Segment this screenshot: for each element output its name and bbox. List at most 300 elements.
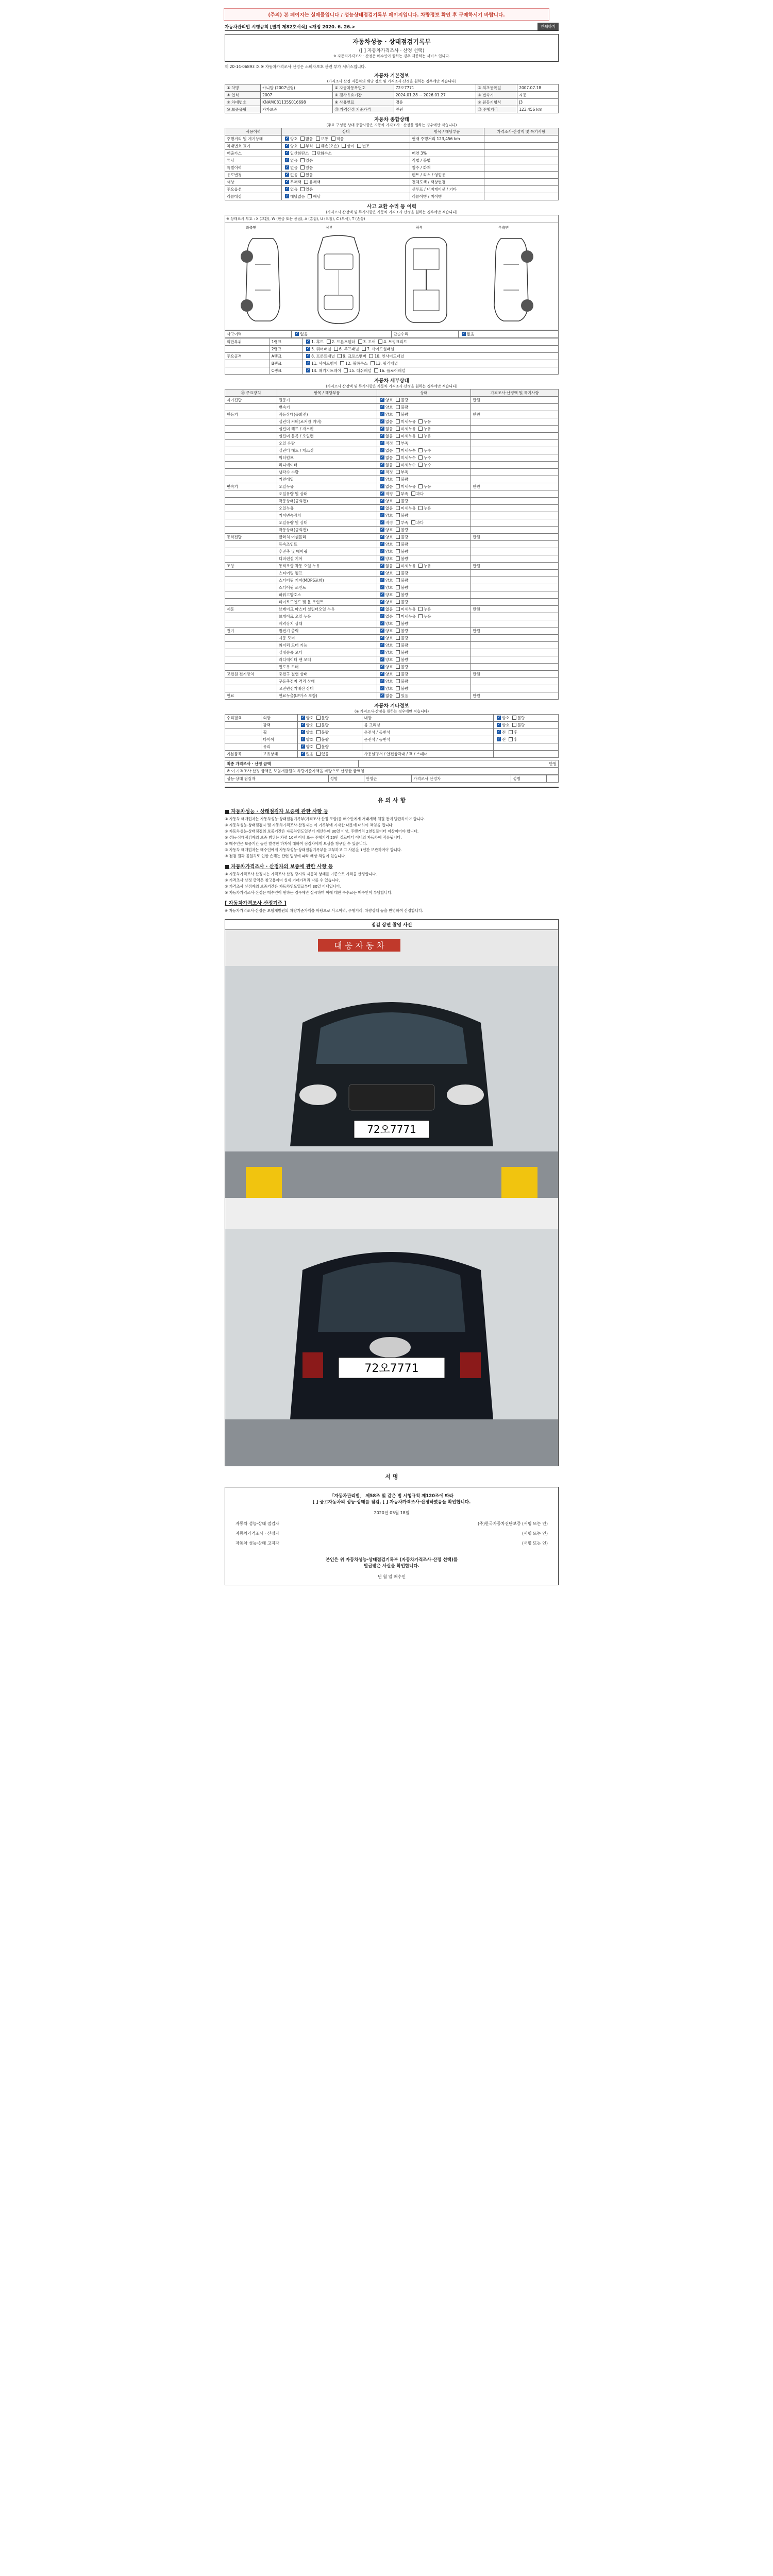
extra-item-2: [362, 743, 494, 751]
checkbox-icon: [396, 492, 400, 496]
checkbox-icon: [380, 549, 384, 553]
document-subtitle: ([ ] 자동차가격조사 · 산정 선택): [359, 48, 425, 54]
detail-row: [225, 541, 559, 548]
detail-price: 만원: [471, 563, 559, 570]
detail-price: [471, 462, 559, 469]
basic-label: ③ 최초등록일: [476, 84, 517, 92]
checkbox-icon: [285, 137, 289, 141]
checkbox-icon: [334, 347, 338, 351]
car-bottom-icon: [395, 233, 457, 326]
detail-row: [225, 534, 559, 541]
detail-price: [471, 599, 559, 606]
detail-price: 만원: [471, 628, 559, 635]
overall-price: [484, 172, 559, 179]
detail-status: ✓ 양호 불량: [377, 685, 470, 692]
detail-device: [225, 454, 277, 462]
checkbox-icon: [285, 151, 289, 155]
checkbox-icon: [418, 434, 423, 438]
extra-status: ✓ 양호 불량: [297, 722, 362, 729]
form-legal-ref: 자동차관리법 시행규칙 [별지 제82호서식] <개정 2020. 6. 26.>: [225, 24, 356, 30]
detail-status: ✓ 양호 불량: [377, 541, 470, 548]
checkbox-icon: [396, 636, 400, 640]
detail-part: 윈도우 모터: [277, 664, 377, 671]
overall-row: [225, 186, 559, 193]
extra-status-2: ✓ 양호 불량: [494, 722, 559, 729]
damage-section: [225, 202, 559, 375]
checkbox-icon: [396, 614, 400, 618]
detail-price: [471, 418, 559, 426]
basic-row: [225, 106, 559, 113]
detail-status: ✓ 없음 미세누수 누수: [377, 462, 470, 469]
overall-header: 사용이력: [225, 128, 282, 135]
note-line: ③ 자동차성능·상태점검의 보증기간은 자동차인도일부터 계산하여 30일 이상, 주행거리 2천킬로미터 이상이어야 합니다.: [225, 829, 419, 834]
extra-item-2: 사용설명서 / 안전삼각대 / 잭 / 스패너: [362, 751, 494, 758]
signature-date: 2020년 05월 18일: [374, 1511, 410, 1515]
rear-photo: [225, 1198, 558, 1466]
detail-price: 만원: [471, 671, 559, 678]
checkbox-icon: [380, 636, 384, 640]
checkbox-icon: [301, 744, 305, 749]
detail-device: [225, 426, 277, 433]
detail-row: [225, 563, 559, 570]
checkbox-icon: [380, 434, 384, 438]
detail-row: [225, 555, 559, 563]
checkbox-icon: [396, 398, 400, 402]
detail-price: 만원: [471, 534, 559, 541]
detail-status: ✓ 양호 불량: [377, 548, 470, 555]
detail-part: 디퍼렌셜 기어: [277, 555, 377, 563]
detail-device: [225, 548, 277, 555]
detail-part: 연료누출(LP가스 포함): [277, 692, 377, 700]
extra-status: ✓ 양호 불량: [297, 743, 362, 751]
basic-value: J3: [517, 99, 559, 106]
overall-row: [225, 172, 559, 179]
checkbox-icon: [396, 592, 400, 597]
checkbox-icon: [316, 144, 320, 148]
checkbox-icon: [396, 600, 400, 604]
simple-repair-value: ✓ 없음: [458, 331, 558, 338]
document-title: 자동차성능 · 상태점검기록부: [352, 38, 431, 45]
checkbox-icon: [411, 492, 415, 496]
checkbox-icon: [396, 470, 400, 474]
overall-status: ✓ 없음 있음: [282, 157, 410, 164]
checkbox-icon: [300, 158, 305, 162]
print-button[interactable]: 인쇄하기: [537, 23, 559, 30]
detail-row: [225, 397, 559, 404]
overall-header: 상태: [282, 128, 410, 135]
detail-status: ✓ 양호 불량: [377, 635, 470, 642]
damage-row: [225, 360, 559, 367]
notes-section: [225, 787, 559, 914]
car-front-photo-icon: [225, 930, 558, 1198]
detail-price: [471, 685, 559, 692]
checkbox-icon: [374, 368, 378, 372]
detail-device: [225, 505, 277, 512]
checkbox-icon: [396, 412, 400, 416]
rear-plate-text: 72오7771: [364, 1362, 419, 1375]
inspector-cell: [547, 775, 559, 783]
detail-part: 시동 모터: [277, 635, 377, 642]
checkbox-icon: [301, 737, 305, 741]
damage-rank: 1랭크: [270, 338, 303, 346]
detail-status: ✓ 양호 불량: [377, 512, 470, 519]
checkbox-icon: [380, 455, 384, 460]
detail-part: 클러치 어셈블리: [277, 534, 377, 541]
detail-price: [471, 433, 559, 440]
damage-row: [225, 346, 559, 353]
checkbox-icon: [396, 621, 400, 625]
extra-status-2: ✓ 양호 불량: [494, 715, 559, 722]
checkbox-icon: [380, 607, 384, 611]
checkbox-icon: [316, 730, 321, 734]
detail-device: [225, 498, 277, 505]
checkbox-icon: [418, 463, 423, 467]
detail-row: [225, 649, 559, 656]
label-top: 상부: [326, 226, 333, 230]
checkbox-icon: [396, 463, 400, 467]
overall-price: [484, 157, 559, 164]
detail-device: [225, 649, 277, 656]
label-right: 우측면: [498, 226, 509, 230]
detail-status: ✓ 없음 미세누유 누유: [377, 613, 470, 620]
extra-status-2: ✓ 전 후: [494, 729, 559, 736]
checkbox-icon: [380, 585, 384, 589]
basic-row: [225, 99, 559, 106]
detail-price: [471, 447, 559, 454]
extra-status: ✓ 양호 불량: [297, 736, 362, 743]
detail-row: [225, 685, 559, 692]
overall-row: [225, 157, 559, 164]
overall-status: ✓ 일산화탄소 탄화수소: [282, 150, 410, 157]
overall-status: ✓ 양호 많음 보통 적음: [282, 135, 410, 143]
extra-status: ✓ 없음 있음: [297, 751, 362, 758]
damage-heading: 사고 교환 수리 등 이력: [367, 204, 416, 210]
detail-device: 동력전달: [225, 534, 277, 541]
checkbox-icon: [300, 165, 305, 170]
detail-part: 변속기: [277, 404, 377, 411]
note-line: ⑤ 매수인은 보증기간 동안 발생한 하자에 대하여 점검자에게 보상을 청구할 수 있습니다.: [225, 841, 367, 846]
detail-price: [471, 512, 559, 519]
detail-device: [225, 570, 277, 577]
document-number: 제 20-14-06893 호 ※ 자동차가격조사·산정은 소비자보호 관련 부가 서비스입니다.: [225, 64, 366, 69]
signature-area: [225, 1487, 559, 1585]
checkbox-icon: [396, 484, 400, 488]
inspection-document: [225, 23, 559, 2248]
detail-status: ✓ 양호 불량: [377, 671, 470, 678]
detail-device: 고전원 전기장치: [225, 671, 277, 678]
detail-row: [225, 505, 559, 512]
checkbox-icon: [396, 520, 400, 524]
detail-status: ✓ 양호 불량: [377, 656, 470, 664]
detail-header: 가격조사·산정액 및 특기사항: [471, 389, 559, 397]
overall-parts: 리콜이행 / 미이행: [410, 193, 484, 200]
checkbox-icon: [295, 332, 299, 336]
notice-banner: (주의) 본 페이지는 실매물입니다 / 성능상태점검기록부 페이지입니다. 차량정보 확인 후 구매하시기 바랍니다.: [224, 8, 549, 21]
notes-head-3: [ 자동차가격조사 산정기준 ]: [225, 901, 287, 906]
checkbox-icon: [411, 520, 415, 524]
checkbox-icon: [371, 361, 375, 365]
overall-item: 배출가스: [225, 150, 282, 157]
basic-value: 자가보증: [261, 106, 333, 113]
extra-item: 보유상태: [261, 751, 297, 758]
overall-status: ✓ 해당없음 해당: [282, 193, 410, 200]
extra-table: [225, 714, 559, 758]
detail-status: ✓ 없음 미세누유 누유: [377, 418, 470, 426]
overall-price: [484, 143, 559, 150]
checkbox-icon: [380, 513, 384, 517]
detail-status: ✓ 양호 불량: [377, 599, 470, 606]
detail-part: 오일유량 및 상태: [277, 519, 377, 527]
basic-label: ⑨ 원동기형식: [476, 99, 517, 106]
price-section: [225, 760, 559, 783]
detail-device: 원동기: [225, 411, 277, 418]
detail-part: 기어변속장치: [277, 512, 377, 519]
inspector-cell: 성명: [328, 775, 364, 783]
front-plate-text: 72오7771: [367, 1123, 416, 1136]
basic-info-table: [225, 84, 559, 113]
detail-status: ✓ 양호 불량: [377, 678, 470, 685]
notes-title: 유 의 사 항: [378, 797, 406, 804]
extra-status-2: ✓ 전 후: [494, 736, 559, 743]
extra-group: 수리필요: [225, 715, 261, 722]
basic-label: ⑥ 변속기: [476, 92, 517, 99]
detail-part: 커먼레일: [277, 476, 377, 483]
detail-price: 만원: [471, 411, 559, 418]
note-line: ※ 자동차가격조사·산정은 보험개발원의 차량기준가액을 바탕으로 사고이력, 주행거리, 차량상태 등을 반영하여 산정합니다.: [225, 908, 424, 913]
detail-price: [471, 505, 559, 512]
overall-row: [225, 193, 559, 200]
detail-status: ✓ 양호 불량: [377, 577, 470, 584]
detail-row: [225, 433, 559, 440]
detail-price: [471, 570, 559, 577]
checkbox-icon: [462, 332, 466, 336]
detail-status: ✓ 양호 불량: [377, 411, 470, 418]
checkbox-icon: [380, 686, 384, 690]
detail-price: [471, 404, 559, 411]
checkbox-icon: [380, 665, 384, 669]
detail-device: [225, 440, 277, 447]
extra-item: 휠: [261, 729, 297, 736]
checkbox-icon: [396, 441, 400, 445]
detail-part: 오일 유량: [277, 440, 377, 447]
basic-value: 123,456 km: [517, 106, 559, 113]
basic-label: ⑫ 주행거리: [476, 106, 517, 113]
checkbox-icon: [342, 144, 346, 148]
damage-parts: ✓ 8. 프론트패널 9. 크로스멤버 10. 인사이드패널: [303, 353, 559, 360]
detail-header: 상태: [377, 389, 470, 397]
checkbox-icon: [316, 137, 320, 141]
signature-statement-2: [ ] 중고자동차의 성능·상태를 점검, [ ] 자동차가격조사·산정하였음을 확인합니다.: [312, 1500, 471, 1505]
checkbox-icon: [380, 679, 384, 683]
detail-row: [225, 692, 559, 700]
detail-device: [225, 656, 277, 664]
note-line: ⑥ 자동차 매매업자는 매수인에게 자동차성능·상태점검기록부를 교부하고 그 사본을 1년간 보관하여야 합니다.: [225, 848, 402, 852]
detail-row: [225, 411, 559, 418]
title-box: [225, 34, 559, 62]
checkbox-icon: [380, 556, 384, 561]
basic-value: 자동: [517, 92, 559, 99]
detail-price: [471, 635, 559, 642]
checkbox-icon: [369, 354, 373, 358]
extra-group: [225, 736, 261, 743]
photo-frame: [225, 919, 559, 1466]
checkbox-icon: [380, 477, 384, 481]
checkbox-icon: [285, 144, 289, 148]
detail-price: [471, 454, 559, 462]
detail-part: 추진축 및 베어링: [277, 548, 377, 555]
damage-rank: C랭크: [270, 367, 303, 375]
detail-part: 브레이크 오일 누유: [277, 613, 377, 620]
checkbox-icon: [396, 693, 400, 698]
checkbox-icon: [316, 752, 321, 756]
checkbox-icon: [380, 492, 384, 496]
basic-label: ⑦ 차대번호: [225, 99, 261, 106]
detail-row: [225, 519, 559, 527]
detail-price: 만원: [471, 606, 559, 613]
detail-price: [471, 519, 559, 527]
detail-row: [225, 599, 559, 606]
overall-price: [484, 135, 559, 143]
basic-row: [225, 92, 559, 99]
price-note: ※ 이 가격조사·산정 금액은 보험개발원의 차량기준가액을 바탕으로 산정한 금액임: [225, 768, 559, 775]
basic-value: 경유: [394, 99, 476, 106]
detail-row: [225, 548, 559, 555]
checkbox-icon: [380, 614, 384, 618]
extra-group: 기본품목: [225, 751, 261, 758]
extra-item-2: 운전석 / 동반석: [362, 729, 494, 736]
overall-row: [225, 150, 559, 157]
detail-device: [225, 591, 277, 599]
detail-device: [225, 527, 277, 534]
detail-part: 워터펌프: [277, 454, 377, 462]
checkbox-icon: [396, 665, 400, 669]
overall-row: [225, 179, 559, 186]
overall-parts: 전체도색 / 색상변경: [410, 179, 484, 186]
checkbox-icon: [380, 412, 384, 416]
checkbox-icon: [418, 448, 423, 452]
detail-price: [471, 649, 559, 656]
checkbox-icon: [396, 686, 400, 690]
damage-group: [225, 367, 270, 375]
overall-parts: 선루프 / 내비게이션 / 기타: [410, 186, 484, 193]
checkbox-icon: [509, 730, 513, 734]
overall-header: 가격조사·산정액 및 특기사항: [484, 128, 559, 135]
checkbox-icon: [512, 716, 516, 720]
basic-value: 2024.01.28 ~ 2026.01.27: [394, 92, 476, 99]
checkbox-icon: [497, 730, 501, 734]
detail-status: ✓ 적정 부족 과다: [377, 490, 470, 498]
detail-part: 오일누유: [277, 505, 377, 512]
checkbox-icon: [340, 361, 344, 365]
detail-part: 작동상태(공회전): [277, 411, 377, 418]
detail-price: [471, 678, 559, 685]
detail-part: 작동상태(공회전): [277, 498, 377, 505]
checkbox-icon: [357, 144, 361, 148]
checkbox-icon: [418, 419, 423, 423]
checkbox-icon: [512, 723, 516, 727]
inspector-cell: 성능·상태 점검자: [225, 775, 329, 783]
detail-row: [225, 418, 559, 426]
extra-status-2: [494, 751, 559, 758]
overall-parts: 렌트 / 리스 / 영업용: [410, 172, 484, 179]
checkbox-icon: [380, 405, 384, 409]
overall-status: ✓ 없음 있음: [282, 164, 410, 172]
damage-rank: A랭크: [270, 353, 303, 360]
note-line: ① 자동차 매매업자는 자동차성능·상태점검기록부(가격조사·산정 포함)를 매수인에게 거래계약 체결 전에 발급하여야 합니다.: [225, 817, 425, 821]
checkbox-icon: [316, 744, 321, 749]
damage-parts: ✓ 14. 패키지트레이 15. 대쉬패널 16. 플로어패널: [303, 367, 559, 375]
detail-part: 구동축전지 격리 상태: [277, 678, 377, 685]
detail-row: [225, 664, 559, 671]
checkbox-icon: [316, 737, 321, 741]
detail-row: [225, 570, 559, 577]
signature-role: 자동차가격조사 · 산정자: [236, 1531, 279, 1536]
detail-part: 배력장치 상태: [277, 620, 377, 628]
overall-status: ✓ 양호 부식 훼손(오손) 상이 변조: [282, 143, 410, 150]
detail-device: 자기진단: [225, 397, 277, 404]
checkbox-icon: [396, 427, 400, 431]
label-bottom: 하부: [416, 226, 423, 230]
detail-part: 라디에이터 팬 모터: [277, 656, 377, 664]
checkbox-icon: [380, 506, 384, 510]
detail-device: [225, 577, 277, 584]
basic-row: [225, 84, 559, 92]
damage-group: [225, 360, 270, 367]
detail-price: [471, 656, 559, 664]
detail-header: ⑬ 주요장치: [225, 389, 277, 397]
basic-label: ④ 연식: [225, 92, 261, 99]
damage-group: 외판부위: [225, 338, 270, 346]
overall-row: [225, 143, 559, 150]
checkbox-icon: [306, 368, 310, 372]
price-label: 최종 가격조사 · 산정 금액: [225, 760, 359, 768]
detail-part: 와이퍼 모터 기능: [277, 642, 377, 649]
detail-device: [225, 519, 277, 527]
detail-status: ✓ 없음 미세누유 누유: [377, 563, 470, 570]
detail-device: 연료: [225, 692, 277, 700]
detail-row: [225, 591, 559, 599]
checkbox-icon: [418, 607, 423, 611]
detail-device: [225, 541, 277, 548]
detail-row: [225, 606, 559, 613]
checkbox-icon: [396, 434, 400, 438]
checkbox-icon: [396, 629, 400, 633]
checkbox-icon: [396, 556, 400, 561]
detail-price: [471, 490, 559, 498]
detail-status: ✓ 양호 불량: [377, 570, 470, 577]
detail-status: ✓ 양호 불량: [377, 527, 470, 534]
extra-item: 유리: [261, 743, 297, 751]
detail-row: [225, 469, 559, 476]
checkbox-icon: [380, 499, 384, 503]
basic-value: 72오7771: [394, 84, 476, 92]
detail-status: ✓ 없음 미세누유 누유: [377, 433, 470, 440]
checkbox-icon: [380, 470, 384, 474]
damage-parts: ✓ 11. 사이드멤버 12. 휠하우스 13. 필러패널: [303, 360, 559, 367]
detail-price: 만원: [471, 397, 559, 404]
checkbox-icon: [396, 448, 400, 452]
checkbox-icon: [396, 607, 400, 611]
checkbox-icon: [396, 578, 400, 582]
document-subnote: ※ 자동차가격조사 · 산정은 매수인이 원하는 경우 제공하는 서비스 입니다.: [333, 54, 450, 58]
price-unit: 만원: [549, 761, 557, 766]
checkbox-icon: [285, 187, 289, 191]
detail-status: ✓ 없음 미세누유 누유: [377, 606, 470, 613]
extra-item-2: 룸 크리닝: [362, 722, 494, 729]
basic-value: 만원: [394, 106, 476, 113]
extra-status: ✓ 양호 불량: [297, 729, 362, 736]
checkbox-icon: [380, 419, 384, 423]
